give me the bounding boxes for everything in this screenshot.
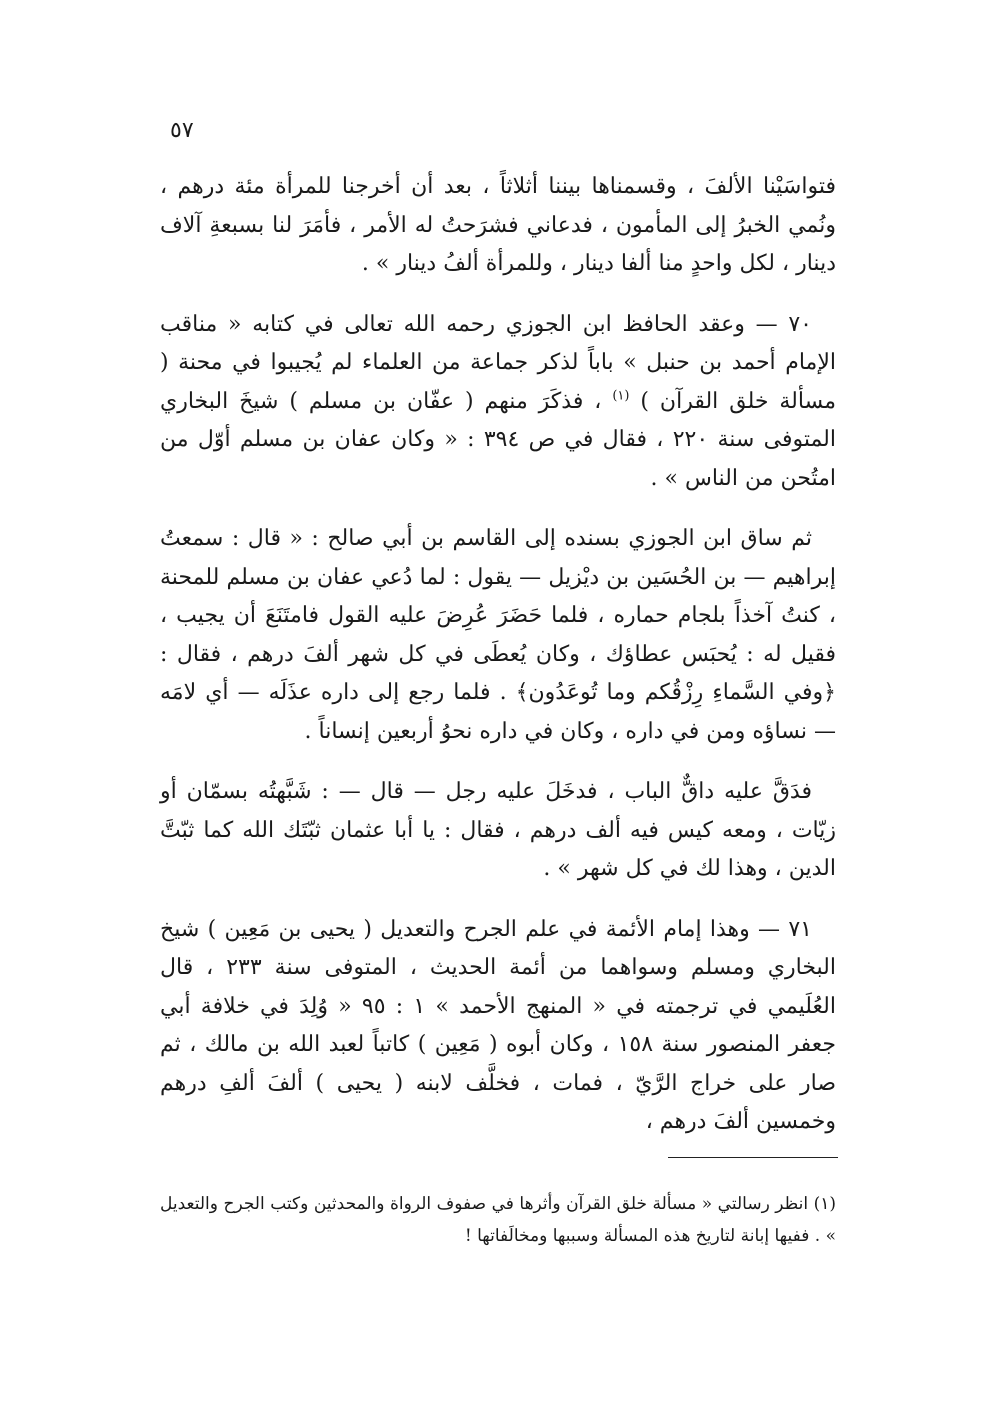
footnote-1: (١) انظر رسالتي « مسألة خلق القرآن وأثرها في صفوف الرواة والمحدثين وكتب الجرح والتعديل » . ففيها إبانة لتاريخ هذه المسألة وسببها ومخالَفاتها ! [160,1194,836,1246]
footnote-reference: (١) [612,388,630,404]
paragraph-2-text-a: ٧٠ — وعقد الحافظ ابن الجوزي رحمه الله تعالى في كتابه « مناقب الإمام أحمد بن حنبل » باباً لذكر جماعة من العلماء لم يُجيبوا في محنة ( مسألة خلق القرآن ) [160,311,836,414]
page-number: ٥٧ [170,118,194,143]
paragraph-4: فدَقَّ عليه داقٌّ الباب ، فدخَلَ عليه رجل — قال — : شَبَّهتُه بسمّان أو زيّات ، ومعه كيس فيه ألف درهم ، فقال : يا أبا عثمان ثبّتَك الله كما ثبّتَّ الدين ، وهذا لك في كل شهر » . [160,779,836,881]
main-text-body [160,168,836,1164]
footnote-divider [668,1157,838,1158]
paragraph-2 [160,306,836,499]
paragraph-5: ٧١ — وهذا إمام الأئمة في علم الجرح والتعديل ( يحيى بن مَعِين ) شيخ البخاري ومسلم وسواهما من أئمة الحديث ، المتوفى سنة ٢٣٣ ، قال العُلَيمي في ترجمته في « المنهج الأحمد » ١ : ٩٥ « وُلِدَ في خلافة أبي جعفر المنصور سنة ١٥٨ ، وكان أبوه ( مَعِين ) كاتباً لعبد الله بن مالك ، ثم صار على خراج الرَّيّ ، فمات ، فخلَّف لابنه ( يحيى ) ألفَ ألفِ درهم وخمسين ألفَ درهم ، [160,916,836,1134]
paragraph-3: ثم ساق ابن الجوزي بسنده إلى القاسم بن أبي صالح : « قال : سمعتُ إبراهيم — بن الحُسَين بن ديْزيل — يقول : لما دُعي عفان بن مسلم للمحنة ، كنتُ آخذاً بلجام حماره ، فلما حَضَرَ عُرِضَ عليه القول فامتَنَعَ أن يجيب ، فقيل له : يُحبَس عطاؤك ، وكان يُعطَى في كل شهر ألفَ درهم ، فقال : ﴿وفي السَّماءِ رِزْقُكم وما تُوعَدُون﴾ . فلما رجع إلى داره عذَلَه — أي لامَه — نساؤه ومن في داره ، وكان في داره نحوُ أربعين إنساناً . [160,526,836,744]
footnotes-section [160,1188,836,1252]
paragraph-2-text-b: ، فذكَرَ منهم ( عفّان بن مسلم ) شيخَ البخاري المتوفى سنة ٢٢٠ ، فقال في ص ٣٩٤ : « وكان عفان بن مسلم أوّل من امتُحن من الناس » . [160,388,837,491]
paragraph-1: فتواسَيْنا الألفَ ، وقسمناها بيننا أثلاثاً ، بعد أن أخرجنا للمرأة مئة درهم ، ونُمي الخبرُ إلى المأمون ، فدعاني فشرَحتُ له الأمر ، فأمَرَ لنا بسبعةِ آلاف دينار ، لكل واحدٍ منا ألفا دينار ، وللمرأة ألفُ دينار » . [160,174,836,276]
